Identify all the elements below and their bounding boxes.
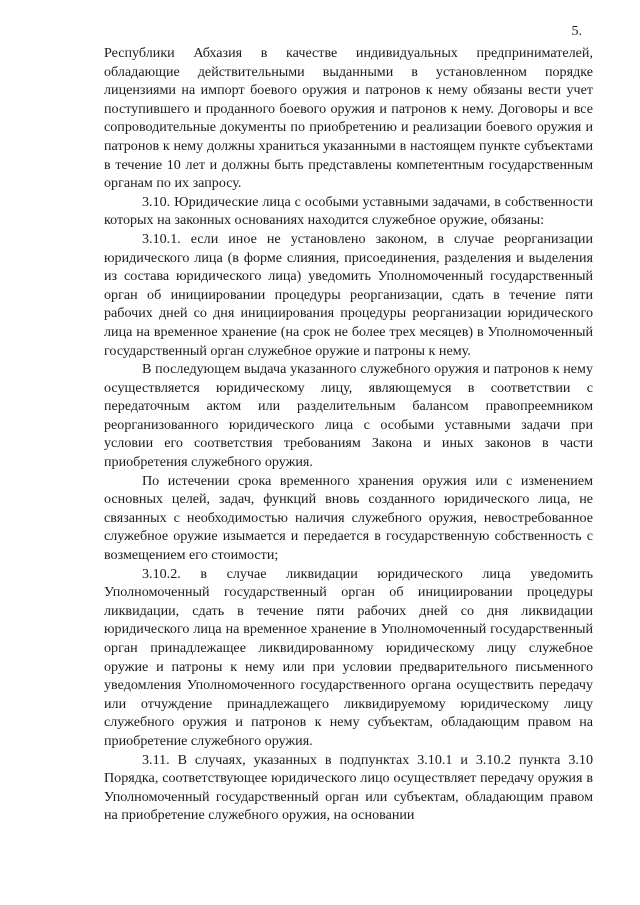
- document-body: [104, 44, 593, 825]
- paragraph-subsequent-issuance: В последующем выдача указанного служебного оружия и патронов к нему осуществляется юридическому лицу, являющемуся в соответствии с передаточным актом или разделительным балансом правопреемником реорганизованного юридического лица с особыми уставными задачи при условии его соответствия требованиям Закона и иных законов в части приобретения служебного оружия.: [104, 361, 593, 471]
- paragraph-storage-expiry: По истечении срока временного хранения оружия или с изменением основных целей, задач, функций вновь созданного юридического лица, не связанных с необходимостью наличия служебного оружия, невостребованное служебное оружие изымается и передается в государственную собственность с возмещением его стоимости;: [104, 472, 593, 564]
- page-number: 5.: [571, 24, 582, 39]
- paragraph-3-10-2: 3.10.2. в случае ликвидации юридического лица уведомить Уполномоченный государственный орган об инициировании процедуры ликвидации, сдать в течение пяти рабочих дней со дня ликвидации юридического лица на временное хранение в Уполномоченный государственный орган принадлежащее ликвидированному юридическому лицу служебное оружие и патроны к нему или при условии предварительного письменного уведомления Уполномоченного государственного органа осуществить передачу или отчуждение принадлежащего ликвидируемому юридическому лицу служебного оружия и патронов к нему субъектам, обладающим правом на приобретение служебного оружия.: [104, 565, 593, 749]
- paragraph-3-10-1: 3.10.1. если иное не установлено законом, в случае реорганизации юридического лица (в форме слияния, присоединения, разделения и выделения из состава юридического лица) уведомить Уполномоченный государственный орган об инициировании процедуры реорганизации, сдать в течение пяти рабочих дней со дня инициирования процедуры реорганизации юридического лица на временное хранение (на срок не более трех месяцев) в Уполномоченный государственный орган служебное оружие и патроны к нему.: [104, 230, 593, 359]
- paragraph-3-11: 3.11. В случаях, указанных в подпунктах 3.10.1 и 3.10.2 пункта 3.10 Порядка, соответствующее юридического лицо осуществляет передачу оружия в Уполномоченный государственный орган или субъектам, обладающим правом на приобретение служебного оружия, на основании: [104, 751, 593, 824]
- paragraph-3-10: 3.10. Юридические лица с особыми уставными задачами, в собственности которых на законных основаниях находится служебное оружие, обязаны:: [104, 193, 593, 229]
- paragraph-continuation: Республики Абхазия в качестве индивидуальных предпринимателей, обладающие действительными выданными в установленном порядке лицензиями на импорт боевого оружия и патронов к нему обязаны вести учет поступившего и проданного боевого оружия и патронов к нему. Договоры и все сопроводительные документы по приобретению и реализации боевого оружия и патронов к нему должны храниться указанными в настоящем пункте субъектами в течение 10 лет и должны быть представлены компетентным государственным органам по их запросу.: [104, 45, 593, 192]
